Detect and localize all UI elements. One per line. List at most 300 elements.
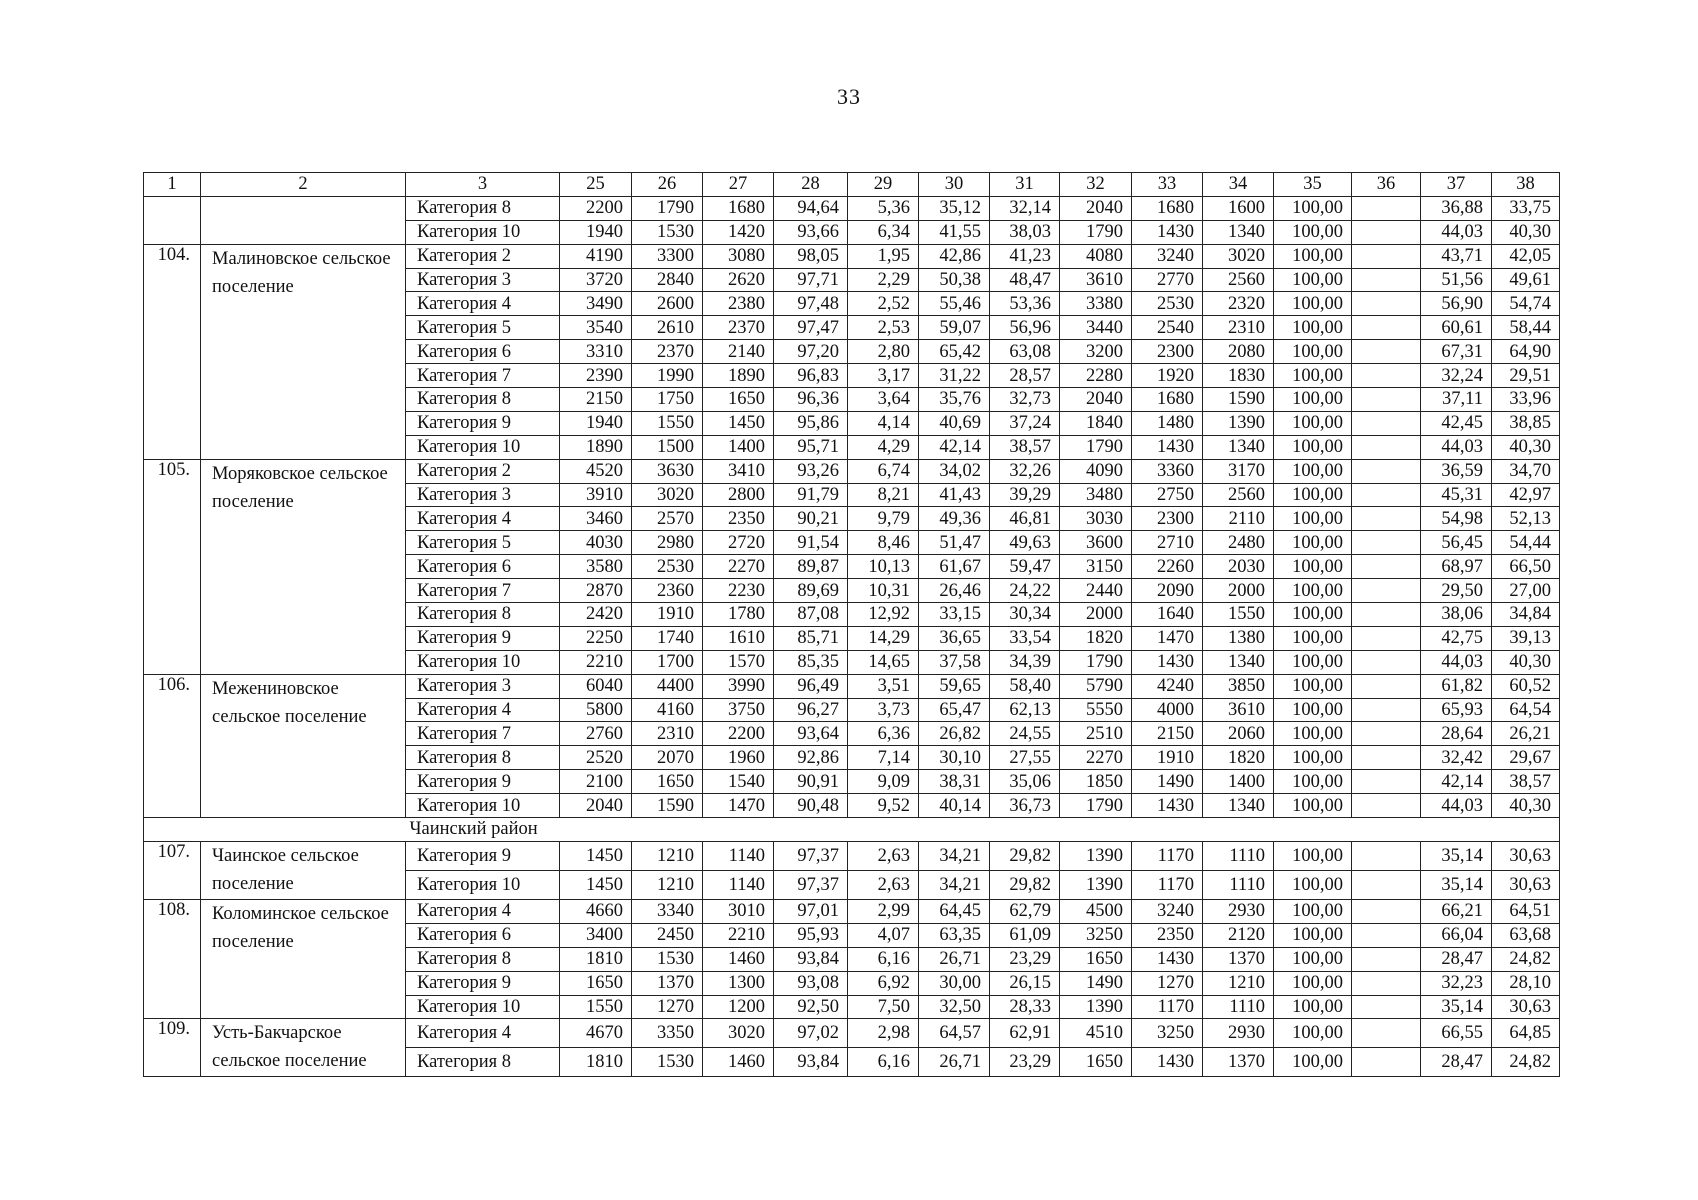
value-cell: 66,50 bbox=[1492, 555, 1560, 579]
value-cell: 10,31 bbox=[848, 579, 919, 603]
category-cell: Категория 7 bbox=[406, 722, 560, 746]
value-cell: 4000 bbox=[1132, 698, 1203, 722]
value-cell: 6,16 bbox=[848, 1048, 919, 1077]
value-cell: 1430 bbox=[1132, 947, 1203, 971]
value-cell: 65,47 bbox=[919, 698, 990, 722]
category-cell: Категория 3 bbox=[406, 483, 560, 507]
header-cell-2: 2 bbox=[201, 173, 406, 197]
value-cell: 100,00 bbox=[1274, 411, 1352, 435]
value-cell: 29,51 bbox=[1492, 364, 1560, 388]
value-cell: 42,14 bbox=[1421, 770, 1492, 794]
value-cell: 6040 bbox=[560, 674, 632, 698]
value-cell: 1430 bbox=[1132, 794, 1203, 818]
value-cell: 2250 bbox=[560, 626, 632, 650]
value-cell: 1430 bbox=[1132, 650, 1203, 674]
value-cell: 100,00 bbox=[1274, 364, 1352, 388]
value-cell: 6,36 bbox=[848, 722, 919, 746]
value-cell bbox=[1352, 268, 1421, 292]
value-cell: 1910 bbox=[1132, 746, 1203, 770]
value-cell: 1430 bbox=[1132, 1048, 1203, 1077]
value-cell: 61,67 bbox=[919, 555, 990, 579]
value-cell: 2750 bbox=[1132, 483, 1203, 507]
value-cell: 2720 bbox=[703, 531, 774, 555]
value-cell: 62,13 bbox=[990, 698, 1060, 722]
value-cell: 3440 bbox=[1060, 316, 1132, 340]
header-cell-33: 33 bbox=[1132, 173, 1203, 197]
value-cell: 2150 bbox=[560, 388, 632, 412]
value-cell: 1570 bbox=[703, 650, 774, 674]
value-cell bbox=[1352, 220, 1421, 244]
category-cell: Категория 4 bbox=[406, 698, 560, 722]
value-cell: 100,00 bbox=[1274, 674, 1352, 698]
value-cell: 3610 bbox=[1203, 698, 1274, 722]
value-cell: 1390 bbox=[1060, 841, 1132, 870]
value-cell: 2200 bbox=[703, 722, 774, 746]
value-cell: 30,63 bbox=[1492, 841, 1560, 870]
value-cell: 28,64 bbox=[1421, 722, 1492, 746]
value-cell bbox=[1352, 316, 1421, 340]
value-cell bbox=[1352, 698, 1421, 722]
header-cell-35: 35 bbox=[1274, 173, 1352, 197]
value-cell bbox=[1352, 555, 1421, 579]
value-cell bbox=[1352, 388, 1421, 412]
value-cell: 98,05 bbox=[774, 244, 848, 268]
value-cell: 2000 bbox=[1203, 579, 1274, 603]
value-cell: 3310 bbox=[560, 340, 632, 364]
value-cell: 35,06 bbox=[990, 770, 1060, 794]
value-cell: 34,39 bbox=[990, 650, 1060, 674]
value-cell: 1480 bbox=[1132, 411, 1203, 435]
value-cell: 42,14 bbox=[919, 435, 990, 459]
value-cell: 3150 bbox=[1060, 555, 1132, 579]
value-cell bbox=[1352, 971, 1421, 995]
value-cell: 2360 bbox=[632, 579, 703, 603]
value-cell: 66,21 bbox=[1421, 899, 1492, 923]
value-cell: 1530 bbox=[632, 947, 703, 971]
category-cell: Категория 4 bbox=[406, 899, 560, 923]
settlement-name: Коломинское сельское поселение bbox=[201, 899, 406, 1018]
value-cell: 1390 bbox=[1060, 870, 1132, 899]
value-cell: 42,75 bbox=[1421, 626, 1492, 650]
value-cell: 1940 bbox=[560, 220, 632, 244]
value-cell: 1890 bbox=[703, 364, 774, 388]
value-cell: 1650 bbox=[1060, 947, 1132, 971]
value-cell: 28,47 bbox=[1421, 1048, 1492, 1077]
value-cell: 1210 bbox=[632, 841, 703, 870]
header-row bbox=[144, 173, 1560, 197]
value-cell: 44,03 bbox=[1421, 650, 1492, 674]
value-cell: 2770 bbox=[1132, 268, 1203, 292]
value-cell: 1270 bbox=[632, 995, 703, 1019]
value-cell: 2,80 bbox=[848, 340, 919, 364]
header-cell-1: 1 bbox=[144, 173, 201, 197]
data-table bbox=[143, 172, 1560, 1077]
value-cell: 34,70 bbox=[1492, 459, 1560, 483]
value-cell: 85,35 bbox=[774, 650, 848, 674]
value-cell: 64,90 bbox=[1492, 340, 1560, 364]
header-cell-28: 28 bbox=[774, 173, 848, 197]
value-cell: 42,45 bbox=[1421, 411, 1492, 435]
value-cell: 2530 bbox=[1132, 292, 1203, 316]
value-cell: 100,00 bbox=[1274, 388, 1352, 412]
value-cell: 59,07 bbox=[919, 316, 990, 340]
value-cell: 12,92 bbox=[848, 603, 919, 627]
value-cell bbox=[1352, 722, 1421, 746]
value-cell: 2120 bbox=[1203, 923, 1274, 947]
value-cell: 61,09 bbox=[990, 923, 1060, 947]
value-cell: 14,29 bbox=[848, 626, 919, 650]
value-cell: 8,46 bbox=[848, 531, 919, 555]
value-cell: 32,42 bbox=[1421, 746, 1492, 770]
value-cell: 100,00 bbox=[1274, 870, 1352, 899]
value-cell: 1650 bbox=[703, 388, 774, 412]
category-cell: Категория 10 bbox=[406, 435, 560, 459]
value-cell: 2530 bbox=[632, 555, 703, 579]
value-cell: 3020 bbox=[632, 483, 703, 507]
value-cell: 100,00 bbox=[1274, 971, 1352, 995]
value-cell: 89,69 bbox=[774, 579, 848, 603]
header-cell-34: 34 bbox=[1203, 173, 1274, 197]
value-cell bbox=[1352, 995, 1421, 1019]
value-cell: 1300 bbox=[703, 971, 774, 995]
value-cell: 1430 bbox=[1132, 435, 1203, 459]
value-cell: 3250 bbox=[1132, 1019, 1203, 1048]
value-cell: 2140 bbox=[703, 340, 774, 364]
value-cell bbox=[1352, 626, 1421, 650]
value-cell: 44,03 bbox=[1421, 220, 1492, 244]
value-cell: 100,00 bbox=[1274, 841, 1352, 870]
value-cell: 1110 bbox=[1203, 995, 1274, 1019]
settlement-name: Малиновское сельское поселение bbox=[201, 244, 406, 459]
category-cell: Категория 3 bbox=[406, 268, 560, 292]
value-cell: 30,00 bbox=[919, 971, 990, 995]
value-cell: 36,73 bbox=[990, 794, 1060, 818]
value-cell: 85,71 bbox=[774, 626, 848, 650]
value-cell: 64,57 bbox=[919, 1019, 990, 1048]
value-cell: 3080 bbox=[703, 244, 774, 268]
value-cell: 2420 bbox=[560, 603, 632, 627]
value-cell: 60,61 bbox=[1421, 316, 1492, 340]
value-cell: 3340 bbox=[632, 899, 703, 923]
category-cell: Категория 7 bbox=[406, 579, 560, 603]
value-cell: 4670 bbox=[560, 1019, 632, 1048]
value-cell: 32,24 bbox=[1421, 364, 1492, 388]
value-cell: 2620 bbox=[703, 268, 774, 292]
value-cell: 28,47 bbox=[1421, 947, 1492, 971]
value-cell: 29,82 bbox=[990, 870, 1060, 899]
value-cell: 3,73 bbox=[848, 698, 919, 722]
value-cell: 54,98 bbox=[1421, 507, 1492, 531]
value-cell: 49,63 bbox=[990, 531, 1060, 555]
category-cell: Категория 10 bbox=[406, 794, 560, 818]
category-cell: Категория 2 bbox=[406, 244, 560, 268]
value-cell: 3610 bbox=[1060, 268, 1132, 292]
settlement-name: Моряковское сельское поселение bbox=[201, 459, 406, 674]
category-cell: Категория 9 bbox=[406, 841, 560, 870]
value-cell: 35,14 bbox=[1421, 995, 1492, 1019]
value-cell: 4090 bbox=[1060, 459, 1132, 483]
value-cell: 2,53 bbox=[848, 316, 919, 340]
category-cell: Категория 8 bbox=[406, 388, 560, 412]
value-cell: 1470 bbox=[703, 794, 774, 818]
value-cell: 94,64 bbox=[774, 196, 848, 220]
value-cell: 10,13 bbox=[848, 555, 919, 579]
value-cell: 100,00 bbox=[1274, 603, 1352, 627]
value-cell bbox=[1352, 531, 1421, 555]
value-cell: 3750 bbox=[703, 698, 774, 722]
value-cell: 2060 bbox=[1203, 722, 1274, 746]
value-cell: 3240 bbox=[1132, 244, 1203, 268]
value-cell: 2200 bbox=[560, 196, 632, 220]
value-cell: 100,00 bbox=[1274, 579, 1352, 603]
value-cell: 54,74 bbox=[1492, 292, 1560, 316]
value-cell: 2310 bbox=[632, 722, 703, 746]
value-cell: 2,99 bbox=[848, 899, 919, 923]
category-cell: Категория 9 bbox=[406, 626, 560, 650]
value-cell: 4190 bbox=[560, 244, 632, 268]
value-cell: 3240 bbox=[1132, 899, 1203, 923]
district-row bbox=[144, 818, 1560, 842]
value-cell: 97,37 bbox=[774, 841, 848, 870]
value-cell: 1820 bbox=[1060, 626, 1132, 650]
category-cell: Категория 4 bbox=[406, 507, 560, 531]
value-cell: 63,08 bbox=[990, 340, 1060, 364]
settlement-name: Чаинское сельское поселение bbox=[201, 841, 406, 899]
value-cell: 4080 bbox=[1060, 244, 1132, 268]
value-cell: 56,90 bbox=[1421, 292, 1492, 316]
value-cell: 56,45 bbox=[1421, 531, 1492, 555]
value-cell: 37,58 bbox=[919, 650, 990, 674]
value-cell: 95,86 bbox=[774, 411, 848, 435]
value-cell: 100,00 bbox=[1274, 220, 1352, 244]
value-cell: 26,46 bbox=[919, 579, 990, 603]
value-cell: 100,00 bbox=[1274, 435, 1352, 459]
value-cell: 100,00 bbox=[1274, 794, 1352, 818]
value-cell: 1750 bbox=[632, 388, 703, 412]
value-cell: 92,50 bbox=[774, 995, 848, 1019]
value-cell: 2560 bbox=[1203, 268, 1274, 292]
category-cell: Категория 8 bbox=[406, 746, 560, 770]
value-cell bbox=[1352, 292, 1421, 316]
value-cell: 65,93 bbox=[1421, 698, 1492, 722]
value-cell: 4520 bbox=[560, 459, 632, 483]
value-cell: 2710 bbox=[1132, 531, 1203, 555]
value-cell: 31,22 bbox=[919, 364, 990, 388]
value-cell: 2270 bbox=[703, 555, 774, 579]
header-cell-29: 29 bbox=[848, 173, 919, 197]
value-cell: 1850 bbox=[1060, 770, 1132, 794]
value-cell: 2110 bbox=[1203, 507, 1274, 531]
value-cell: 2320 bbox=[1203, 292, 1274, 316]
value-cell: 3580 bbox=[560, 555, 632, 579]
value-cell: 97,71 bbox=[774, 268, 848, 292]
value-cell: 2040 bbox=[1060, 388, 1132, 412]
value-cell: 1500 bbox=[632, 435, 703, 459]
value-cell: 29,82 bbox=[990, 841, 1060, 870]
value-cell: 63,68 bbox=[1492, 923, 1560, 947]
value-cell: 24,55 bbox=[990, 722, 1060, 746]
value-cell bbox=[1352, 196, 1421, 220]
value-cell: 2000 bbox=[1060, 603, 1132, 627]
value-cell: 1590 bbox=[1203, 388, 1274, 412]
value-cell bbox=[1352, 947, 1421, 971]
value-cell: 40,30 bbox=[1492, 220, 1560, 244]
value-cell: 2540 bbox=[1132, 316, 1203, 340]
value-cell: 4500 bbox=[1060, 899, 1132, 923]
value-cell: 100,00 bbox=[1274, 459, 1352, 483]
district-spacer-cell bbox=[144, 818, 201, 842]
value-cell: 90,21 bbox=[774, 507, 848, 531]
value-cell bbox=[1352, 603, 1421, 627]
value-cell: 4660 bbox=[560, 899, 632, 923]
value-cell: 66,04 bbox=[1421, 923, 1492, 947]
value-cell: 97,37 bbox=[774, 870, 848, 899]
value-cell: 4160 bbox=[632, 698, 703, 722]
value-cell: 4400 bbox=[632, 674, 703, 698]
value-cell: 90,48 bbox=[774, 794, 848, 818]
value-cell: 42,86 bbox=[919, 244, 990, 268]
value-cell: 35,76 bbox=[919, 388, 990, 412]
value-cell: 3300 bbox=[632, 244, 703, 268]
category-cell: Категория 9 bbox=[406, 971, 560, 995]
value-cell: 4510 bbox=[1060, 1019, 1132, 1048]
table-row bbox=[144, 244, 1560, 268]
value-cell: 100,00 bbox=[1274, 244, 1352, 268]
header-cell-3: 3 bbox=[406, 173, 560, 197]
value-cell: 50,38 bbox=[919, 268, 990, 292]
value-cell: 1170 bbox=[1132, 995, 1203, 1019]
value-cell: 1450 bbox=[703, 411, 774, 435]
value-cell: 58,44 bbox=[1492, 316, 1560, 340]
value-cell bbox=[1352, 841, 1421, 870]
value-cell bbox=[1352, 459, 1421, 483]
settlement-number: 106. bbox=[144, 674, 201, 817]
value-cell: 96,83 bbox=[774, 364, 848, 388]
value-cell: 59,47 bbox=[990, 555, 1060, 579]
value-cell: 32,26 bbox=[990, 459, 1060, 483]
value-cell: 1,95 bbox=[848, 244, 919, 268]
value-cell: 1790 bbox=[1060, 794, 1132, 818]
value-cell: 35,12 bbox=[919, 196, 990, 220]
value-cell: 49,36 bbox=[919, 507, 990, 531]
value-cell: 2380 bbox=[703, 292, 774, 316]
value-cell: 3990 bbox=[703, 674, 774, 698]
value-cell: 2150 bbox=[1132, 722, 1203, 746]
value-cell: 3020 bbox=[703, 1019, 774, 1048]
value-cell: 1640 bbox=[1132, 603, 1203, 627]
value-cell: 2260 bbox=[1132, 555, 1203, 579]
value-cell: 2270 bbox=[1060, 746, 1132, 770]
value-cell: 3540 bbox=[560, 316, 632, 340]
value-cell: 36,88 bbox=[1421, 196, 1492, 220]
value-cell: 1810 bbox=[560, 947, 632, 971]
category-cell: Категория 8 bbox=[406, 603, 560, 627]
settlement-number: 109. bbox=[144, 1019, 201, 1077]
value-cell: 34,02 bbox=[919, 459, 990, 483]
value-cell: 26,71 bbox=[919, 1048, 990, 1077]
value-cell: 36,59 bbox=[1421, 459, 1492, 483]
value-cell: 1140 bbox=[703, 870, 774, 899]
value-cell: 30,10 bbox=[919, 746, 990, 770]
value-cell: 3720 bbox=[560, 268, 632, 292]
value-cell: 1200 bbox=[703, 995, 774, 1019]
value-cell: 2100 bbox=[560, 770, 632, 794]
value-cell: 3910 bbox=[560, 483, 632, 507]
value-cell: 92,86 bbox=[774, 746, 848, 770]
value-cell: 34,21 bbox=[919, 841, 990, 870]
value-cell: 100,00 bbox=[1274, 746, 1352, 770]
value-cell: 2,29 bbox=[848, 268, 919, 292]
value-cell bbox=[1352, 411, 1421, 435]
value-cell: 27,00 bbox=[1492, 579, 1560, 603]
value-cell: 5790 bbox=[1060, 674, 1132, 698]
value-cell: 39,29 bbox=[990, 483, 1060, 507]
value-cell: 1430 bbox=[1132, 220, 1203, 244]
value-cell: 1790 bbox=[1060, 220, 1132, 244]
value-cell: 26,71 bbox=[919, 947, 990, 971]
value-cell: 30,63 bbox=[1492, 995, 1560, 1019]
value-cell: 51,47 bbox=[919, 531, 990, 555]
value-cell: 33,15 bbox=[919, 603, 990, 627]
value-cell: 30,34 bbox=[990, 603, 1060, 627]
value-cell bbox=[1352, 364, 1421, 388]
value-cell bbox=[1352, 899, 1421, 923]
value-cell: 39,13 bbox=[1492, 626, 1560, 650]
value-cell: 9,09 bbox=[848, 770, 919, 794]
value-cell: 1460 bbox=[703, 1048, 774, 1077]
value-cell: 3200 bbox=[1060, 340, 1132, 364]
value-cell: 2760 bbox=[560, 722, 632, 746]
value-cell: 2040 bbox=[1060, 196, 1132, 220]
value-cell: 1390 bbox=[1060, 995, 1132, 1019]
value-cell bbox=[1352, 1048, 1421, 1077]
value-cell: 100,00 bbox=[1274, 1019, 1352, 1048]
value-cell: 1600 bbox=[1203, 196, 1274, 220]
value-cell: 97,01 bbox=[774, 899, 848, 923]
value-cell: 58,40 bbox=[990, 674, 1060, 698]
settlement-number: 105. bbox=[144, 459, 201, 674]
header-cell-37: 37 bbox=[1421, 173, 1492, 197]
value-cell: 2350 bbox=[703, 507, 774, 531]
value-cell: 1210 bbox=[1203, 971, 1274, 995]
value-cell: 1460 bbox=[703, 947, 774, 971]
value-cell: 43,71 bbox=[1421, 244, 1492, 268]
value-cell: 93,84 bbox=[774, 947, 848, 971]
value-cell: 68,97 bbox=[1421, 555, 1492, 579]
value-cell: 1910 bbox=[632, 603, 703, 627]
value-cell: 97,02 bbox=[774, 1019, 848, 1048]
value-cell: 2570 bbox=[632, 507, 703, 531]
value-cell: 1370 bbox=[1203, 947, 1274, 971]
value-cell: 100,00 bbox=[1274, 196, 1352, 220]
value-cell: 2080 bbox=[1203, 340, 1274, 364]
value-cell: 1790 bbox=[632, 196, 703, 220]
value-cell: 1650 bbox=[560, 971, 632, 995]
value-cell: 3250 bbox=[1060, 923, 1132, 947]
value-cell: 93,26 bbox=[774, 459, 848, 483]
value-cell: 1960 bbox=[703, 746, 774, 770]
value-cell bbox=[1352, 794, 1421, 818]
category-cell: Категория 5 bbox=[406, 531, 560, 555]
value-cell: 38,31 bbox=[919, 770, 990, 794]
value-cell: 62,79 bbox=[990, 899, 1060, 923]
value-cell bbox=[1352, 674, 1421, 698]
value-cell: 2,63 bbox=[848, 841, 919, 870]
value-cell: 2210 bbox=[703, 923, 774, 947]
value-cell: 2520 bbox=[560, 746, 632, 770]
value-cell: 35,14 bbox=[1421, 870, 1492, 899]
value-cell: 1680 bbox=[1132, 196, 1203, 220]
